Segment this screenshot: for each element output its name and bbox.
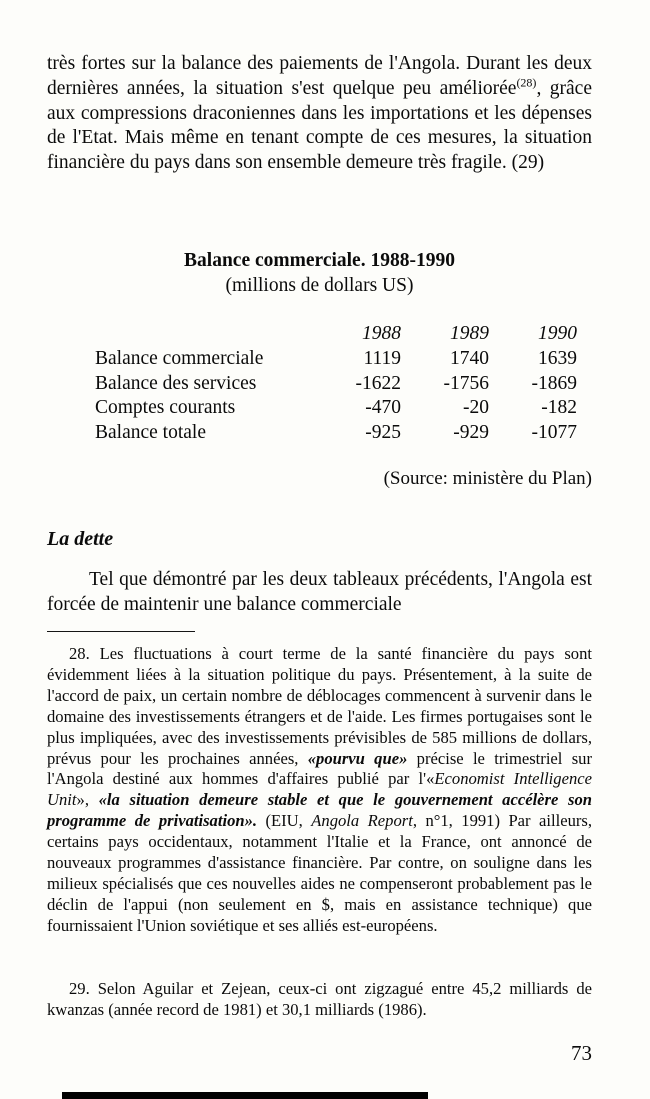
- page-number: 73: [571, 1041, 592, 1065]
- footnote-text: , n°1, 1991) Par ailleurs, certains pays occidentaux, notamment l'Italie et la France, ont annoncé de nouveaux programmes d'assistance financière. Par contre, on souligne dans les milieux spécialisés que ces nouvelles aides ne compenseront probablement pas le déclin de l'appui (non seulement en $, mais en assistance technique) que fournissaient l'Union soviétique et ses alliés est-européens.: [47, 811, 593, 935]
- footnote-text: précise le trimestriel sur l'Angola destiné aux hommes d'affaires publié par l'«: [47, 748, 592, 789]
- cell-value: -1622: [355, 372, 401, 394]
- footnote-quote: «pourvu que»: [307, 748, 408, 768]
- cell-value: 1740: [450, 347, 489, 369]
- table-row: [95, 347, 577, 372]
- footnote-separator-wrapper: [47, 631, 592, 632]
- empty-header-cell: [95, 322, 313, 347]
- cell-value: 1639: [538, 347, 577, 369]
- footnote-28: [47, 644, 592, 937]
- trade-balance-table: [95, 322, 577, 446]
- cell-value: -182: [541, 397, 577, 419]
- paragraph-text: Tel que démontré par les deux tableaux précédents, l'Angola est forcée de maintenir une balance commerciale: [47, 569, 592, 615]
- cell-value: -1077: [531, 422, 577, 444]
- footnote-text: »,: [76, 790, 99, 810]
- cell-value: -1869: [531, 372, 577, 394]
- cell-value: -929: [453, 422, 489, 444]
- table-subtitle: (millions de dollars US): [225, 275, 414, 296]
- table-row: [95, 372, 577, 397]
- row-label: Balance des services: [95, 372, 257, 394]
- footnote-quote: «la situation demeure stable et que le gouvernement accélère son programme de privatisation».: [47, 790, 593, 831]
- paragraph-balance-payments: [47, 52, 592, 176]
- cell-value: 1119: [363, 347, 401, 369]
- section-heading: La dette: [47, 528, 114, 550]
- table-source: (Source: ministère du Plan): [383, 468, 592, 489]
- cell-value: -20: [463, 397, 489, 419]
- row-label: Balance totale: [95, 422, 206, 444]
- scan-artifact-bar: [62, 1092, 428, 1099]
- year-column-header: 1989: [450, 323, 489, 344]
- paragraph-text: très fortes sur la balance des paiements de l'Angola. Durant les deux dernières années, la situation s'est quelque peu améliorée: [47, 53, 592, 99]
- paragraph-la-dette: [47, 568, 592, 618]
- table-heading: [47, 248, 592, 298]
- footnote-text: 28. Les fluctuations à court terme de la santé financière du pays sont évidemment liées à la situation politique du pays. Présentement, à la suite de l'accord de paix, un certain nombre de déblocages commencent à survenir dans le domaine des investissements étrangers et de l'aide. Les firmes portugaises sont le plus impliquées, avec des investissements prévisibles de 585 millions de dollars, prévus pour les prochaines années,: [47, 644, 592, 768]
- row-label: Comptes courants: [95, 397, 236, 419]
- cell-value: -470: [365, 397, 401, 419]
- cell-value: -925: [365, 422, 401, 444]
- year-column-header: 1988: [362, 323, 401, 344]
- table-row: [95, 421, 577, 446]
- year-column-header: 1990: [538, 323, 577, 344]
- footnote-text: (EIU,: [257, 811, 312, 831]
- table-title: Balance commerciale. 1988-1990: [184, 250, 455, 271]
- footnote-text: 29. Selon Aguilar et Zejean, ceux-ci ont zigzagué entre 45,2 milliards de kwanzas (année record de 1981) et 30,1 milliards (1986).: [47, 979, 592, 1019]
- trade-balance-table-wrapper: [47, 322, 592, 446]
- footnote-29: [47, 979, 592, 1021]
- row-label: Balance commerciale: [95, 347, 264, 369]
- publication-name: Economist Intelligence Unit: [47, 769, 592, 810]
- table-header-row: [95, 322, 577, 347]
- table-row: [95, 396, 577, 421]
- publication-name: Angola Report: [311, 811, 413, 831]
- footnote-separator: [47, 631, 195, 632]
- footnote-ref-28: (28): [516, 75, 537, 90]
- paragraph-text: , grâce aux compressions draconiennes dans les importations et les dépenses de l'Etat. Mais même en tenant compte de ces mesures, la situation financière du pays dans son ensemble demeure très fragile. (29): [47, 77, 592, 174]
- cell-value: -1756: [443, 372, 489, 394]
